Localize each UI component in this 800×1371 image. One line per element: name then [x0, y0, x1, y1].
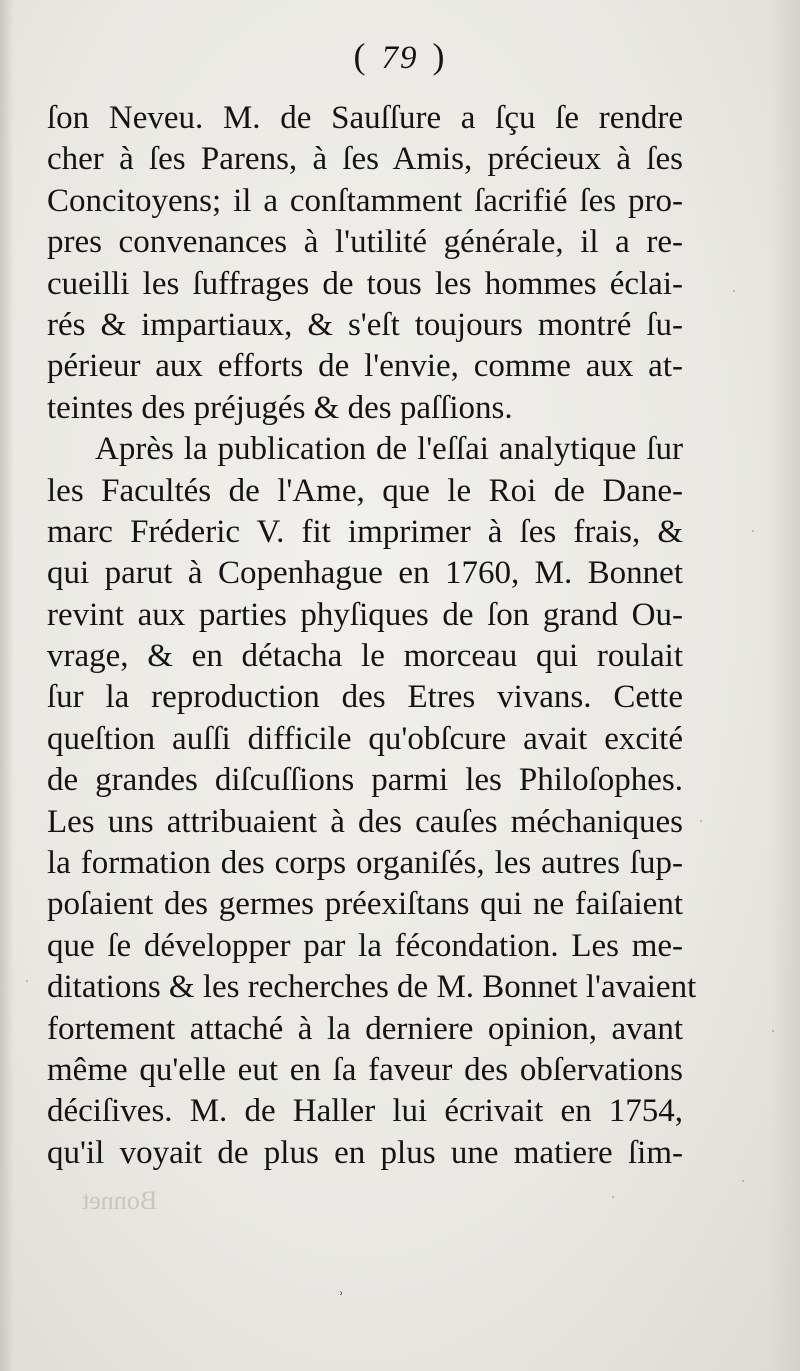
body-text: [47, 98, 697, 1174]
text-line: fortement attaché à la derniere opinion, avant: [47, 1010, 683, 1047]
text-line: ſon Neveu. M. de Sauſſure a ſçu ſe rendre: [47, 100, 683, 136]
text-line: marc Fréderic V. fit imprimer à ſes frais, &: [47, 513, 683, 550]
text-line: Concitoyens; il a conſtamment ſacrifié ſes pro-: [47, 182, 683, 219]
text-line: cueilli les ſuffrages de tous les hommes éclai-: [47, 265, 683, 302]
text-line: Les uns attribuaient à des cauſes méchaniques: [47, 803, 683, 840]
header-close-paren: ): [432, 36, 447, 76]
text-line: queſtion auſſi difficile qu'obſcure avait excité: [47, 720, 683, 757]
text-line: qui parut à Copenhague en 1760, M. Bonnet: [47, 555, 683, 592]
page-edge-shadow-left: [0, 0, 14, 1371]
header-open-paren: (: [353, 36, 368, 76]
ink-speck: ˒: [338, 1280, 344, 1300]
text-line: la formation des corps organiſés, les autres ſup-: [47, 845, 683, 882]
text-line: rés & impartiaux, & s'eſt toujours montré ſu-: [47, 306, 683, 343]
text-line: périeur aux efforts de l'envie, comme aux at-: [47, 348, 683, 385]
text-line-paragraph-start: Après la publication de l'eſſai analytique ſur: [95, 431, 683, 468]
text-line: pres convenances à l'utilité générale, il a re-: [47, 224, 683, 261]
page-header: [0, 35, 800, 77]
text-line: que ſe développer par la fécondation. Les me-: [47, 927, 683, 964]
bleed-through-catchword: Bonnet: [82, 1186, 158, 1215]
text-line: ſur la reproduction des Etres vivans. Cette: [47, 679, 683, 716]
text-line: revint aux parties phyſiques de ſon grand Ou-: [47, 596, 683, 633]
text-line: vrage, & en détacha le morceau qui roulait: [47, 638, 683, 675]
page-edge-shadow-right: [770, 0, 800, 1371]
text-line: cher à ſes Parens, à ſes Amis, précieux à ſes: [47, 141, 683, 178]
text-line: déciſives. M. de Haller lui écrivait en 1754,: [47, 1093, 683, 1130]
text-line: même qu'elle eut en ſa faveur des obſervations: [47, 1051, 683, 1088]
text-line: qu'il voyait de plus en plus une matiere ſim-: [47, 1134, 683, 1171]
text-line: poſaient des germes préexiſtans qui ne faiſaient: [47, 886, 683, 923]
text-line-paragraph-end: teintes des préjugés & des paſſions.: [47, 389, 513, 426]
text-line: ditations & les recherches de M. Bonnet l'avaient: [47, 969, 697, 1006]
text-line: de grandes diſcuſſions parmi les Philoſophes.: [47, 762, 683, 799]
page-number: 79: [381, 40, 419, 76]
text-line: les Facultés de l'Ame, que le Roi de Dane-: [47, 472, 683, 509]
